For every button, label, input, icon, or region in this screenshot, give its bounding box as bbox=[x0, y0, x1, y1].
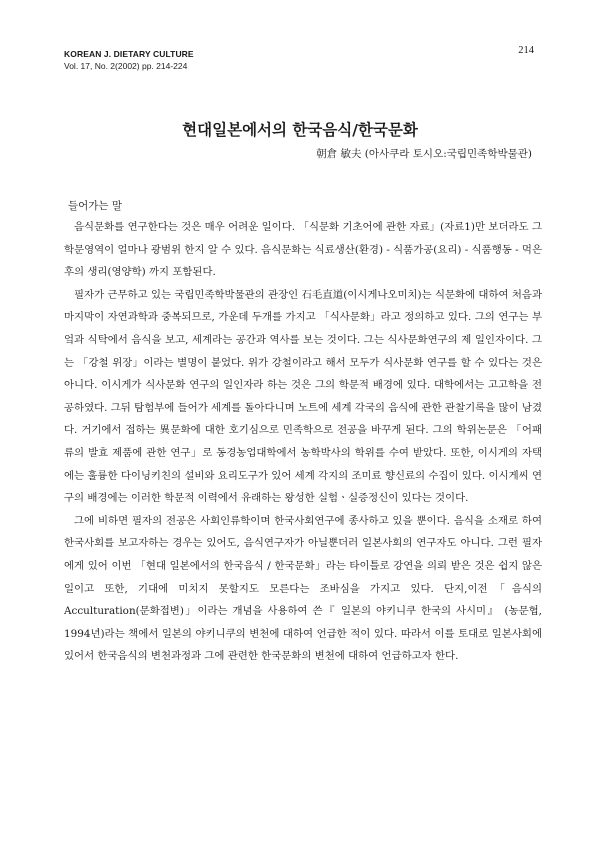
page-number: 214 bbox=[518, 45, 534, 56]
volume-info: Vol. 17, No. 2(2002) pp. 214-224 bbox=[64, 61, 188, 71]
paragraph-2: 필자가 근무하고 있는 국립민족학박물관의 관장인 石毛直道(이시게나오미치)는 식문화에 대하여 처음과 마지막이 자연과학과 중복되므로, 가운데 두개를 가지고 「식사문화」라고 정의하고 있다. 그의 연구는 부엌과 식탁에서 음식을 보고, 세계라는 공간과 역사를 보는 것이다. 그는 식사문화연구의 제 일인자이다. 그는 「강철 위장」이라는 별명이 붙었다. 위가 강철이라고 해서 모두가 식사문화 연구를 할 수 있다는 것은 아니다. 이시게가 식사문화 연구의 일인자라 하는 것은 그의 학문적 배경에 있다. 대학에서는 고고학을 전공하였다. 그뒤 탐험부에 들어가 세계를 돌아다니며 노트에 세계 각국의 음식에 관한 관찰기록을 많이 남겼다. 거기에서 접하는 異문화에 대한 호기심으로 민족학으로 전공을 바꾸게 된다. 그의 학위논문은 「어패류의 발효 제품에 관한 연구」로 동경농업대학에서 농학박사의 학위를 수여 받았다. 또한, 이시게의 자택에는 훌륭한 다이닝키친의 설비와 요리도구가 있어 세계 각지의 조미료 향신료의 수집이 있다. 이시게씨 연구의 배경에는 이러한 학문적 이력에서 유래하는 왕성한 실험ㆍ실증정신이 있다는 것이다. bbox=[64, 288, 542, 505]
body-text bbox=[64, 216, 542, 668]
paper-title: 현대일본에서의 한국음식/한국문화 bbox=[182, 121, 418, 139]
journal-name: KOREAN J. DIETARY CULTURE bbox=[64, 49, 194, 59]
author-line: 朝倉 敏夫 (아사쿠라 토시오:국립민족학박물관) bbox=[316, 148, 532, 160]
paragraph-3: 그에 비하면 필자의 전공은 사회인류학이며 한국사회연구에 종사하고 있을 뿐이다. 음식을 소재로 하여 한국사회를 보고자하는 경우는 있어도, 음식연구자가 아닐뿐더러 일본사회의 연구자도 아니다. 그런 필자에게 있어 이번 「현대 일본에서의 한국음식 / 한국문화」라는 타이틀로 강연을 의뢰 받은 것은 쉽지 않은 일이고 또한, 기대에 미치지 못할지도 모른다는 조바심을 가지고 있다. 단지,이전「음식의 Acculturation(문화접변)」이라는 개념을 사용하여 쓴『 일본의 야키니쿠 한국의 사시미』 (농문협, 1994년)라는 책에서 일본의 야키니쿠의 변천에 대하여 언급한 적이 있다. 따라서 이를 토대로 일본사회에 있어서 한국음식의 변천과정과 그에 관련한 한국문화의 변천에 대하여 언급하고자 한다. bbox=[64, 514, 542, 663]
journal-header bbox=[64, 49, 194, 72]
section-heading: 들어가는 말 bbox=[68, 200, 123, 212]
paragraph-1: 음식문화를 연구한다는 것은 매우 어려운 일이다. 「식문화 기초어에 관한 자료」(자료1)만 보더라도 그 학문영역이 얼마나 광범위 한지 알 수 있다. 음식문화는 식료생산(환경) - 식품가공(요리) - 식품행동 - 먹은 후의 생리(영양학) 까지 포함된다. bbox=[64, 221, 542, 279]
